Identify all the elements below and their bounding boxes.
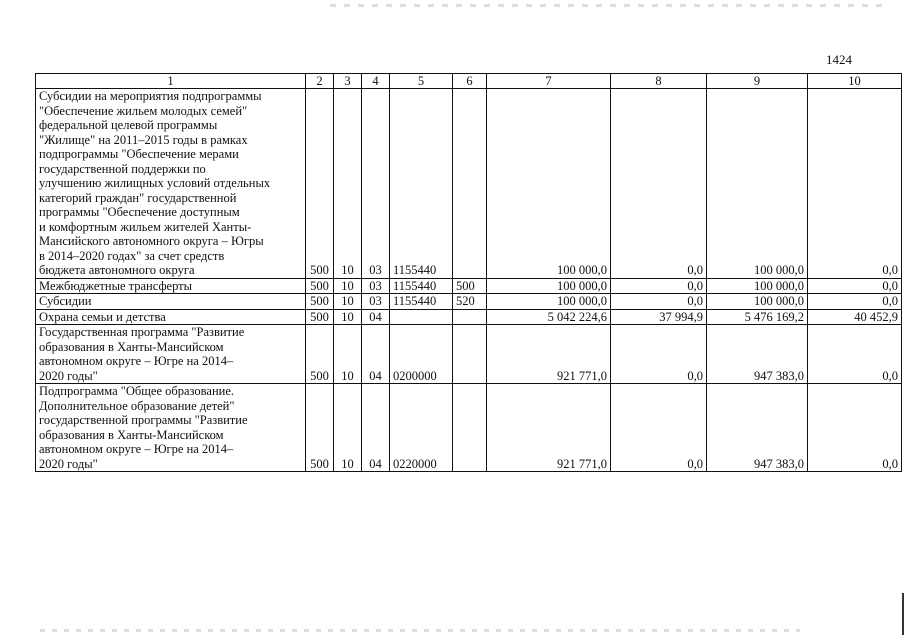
cell-col3: 10 — [334, 294, 362, 310]
cell-col3: 10 — [334, 384, 362, 472]
scan-noise-bottom — [40, 629, 800, 632]
cell-col10: 0,0 — [808, 325, 902, 384]
cell-col5: 1155440 — [390, 278, 453, 294]
column-header: 9 — [707, 74, 808, 89]
cell-col7: 100 000,0 — [487, 278, 611, 294]
cell-col8: 0,0 — [611, 384, 707, 472]
cell-col7: 921 771,0 — [487, 325, 611, 384]
cell-col5: 0200000 — [390, 325, 453, 384]
table-row — [36, 89, 902, 279]
cell-col7: 921 771,0 — [487, 384, 611, 472]
cell-col7: 100 000,0 — [487, 89, 611, 279]
cell-col10: 0,0 — [808, 278, 902, 294]
cell-col6 — [453, 89, 487, 279]
cell-col9: 100 000,0 — [707, 294, 808, 310]
cell-col10: 0,0 — [808, 89, 902, 279]
table-row — [36, 278, 902, 294]
scan-noise-top — [330, 4, 890, 7]
cell-col9: 100 000,0 — [707, 278, 808, 294]
cell-col2: 500 — [306, 294, 334, 310]
column-header: 1 — [36, 74, 306, 89]
column-header: 3 — [334, 74, 362, 89]
row-name: Межбюджетные трансферты — [36, 278, 306, 294]
column-header: 10 — [808, 74, 902, 89]
cell-col2: 500 — [306, 278, 334, 294]
row-name: Подпрограмма "Общее образование. Дополнительное образование детей" государственной программы "Развитие образования в Ханты-Мансийском автономном округе – Югре на 2014– 2020 годы" — [36, 384, 306, 472]
cell-col9: 947 383,0 — [707, 325, 808, 384]
row-name: Субсидии — [36, 294, 306, 310]
cell-col4: 03 — [362, 294, 390, 310]
column-header: 6 — [453, 74, 487, 89]
cell-col9: 5 476 169,2 — [707, 309, 808, 325]
cell-col5 — [390, 309, 453, 325]
cell-col3: 10 — [334, 278, 362, 294]
cell-col10: 0,0 — [808, 294, 902, 310]
table-row — [36, 384, 902, 472]
cell-col4: 03 — [362, 278, 390, 294]
cell-col3: 10 — [334, 89, 362, 279]
cell-col6: 500 — [453, 278, 487, 294]
table-row — [36, 309, 902, 325]
table-row — [36, 325, 902, 384]
column-header: 2 — [306, 74, 334, 89]
row-name: Охрана семьи и детства — [36, 309, 306, 325]
cell-col7: 5 042 224,6 — [487, 309, 611, 325]
budget-table — [35, 73, 902, 472]
page-number: 1424 — [826, 52, 852, 67]
cell-col5: 0220000 — [390, 384, 453, 472]
cell-col9: 100 000,0 — [707, 89, 808, 279]
cell-col4: 04 — [362, 309, 390, 325]
cell-col8: 0,0 — [611, 278, 707, 294]
cell-col2: 500 — [306, 325, 334, 384]
cell-col4: 04 — [362, 384, 390, 472]
table-header-row — [36, 74, 902, 89]
cell-col2: 500 — [306, 309, 334, 325]
cell-col10: 40 452,9 — [808, 309, 902, 325]
cell-col6 — [453, 384, 487, 472]
cell-col8: 37 994,9 — [611, 309, 707, 325]
row-name: Государственная программа "Развитие образования в Ханты-Мансийском автономном округе – Югре на 2014– 2020 годы" — [36, 325, 306, 384]
cell-col3: 10 — [334, 325, 362, 384]
column-header: 5 — [390, 74, 453, 89]
scan-edge-mark — [902, 593, 904, 635]
cell-col7: 100 000,0 — [487, 294, 611, 310]
cell-col4: 04 — [362, 325, 390, 384]
cell-col6 — [453, 309, 487, 325]
table-row — [36, 294, 902, 310]
column-header: 4 — [362, 74, 390, 89]
column-header: 8 — [611, 74, 707, 89]
cell-col2: 500 — [306, 89, 334, 279]
cell-col6 — [453, 325, 487, 384]
cell-col3: 10 — [334, 309, 362, 325]
cell-col2: 500 — [306, 384, 334, 472]
row-name: Субсидии на мероприятия подпрограммы "Обеспечение жильем молодых семей" федеральной целевой программы "Жилище" на 2011–2015 годы в рамках подпрограммы "Обеспечение мерами государственной поддержки по улучшению жилищных условий отдельных категорий граждан" государственной программы "Обеспечение доступным и комфортным жильем жителей Ханты- Мансийского автономного округа – Югры в 2014–2020 годах" за счет средств бюджета автономного округа — [36, 89, 306, 279]
cell-col8: 0,0 — [611, 325, 707, 384]
cell-col9: 947 383,0 — [707, 384, 808, 472]
cell-col8: 0,0 — [611, 294, 707, 310]
cell-col4: 03 — [362, 89, 390, 279]
column-header: 7 — [487, 74, 611, 89]
cell-col6: 520 — [453, 294, 487, 310]
cell-col5: 1155440 — [390, 89, 453, 279]
cell-col8: 0,0 — [611, 89, 707, 279]
cell-col10: 0,0 — [808, 384, 902, 472]
cell-col5: 1155440 — [390, 294, 453, 310]
